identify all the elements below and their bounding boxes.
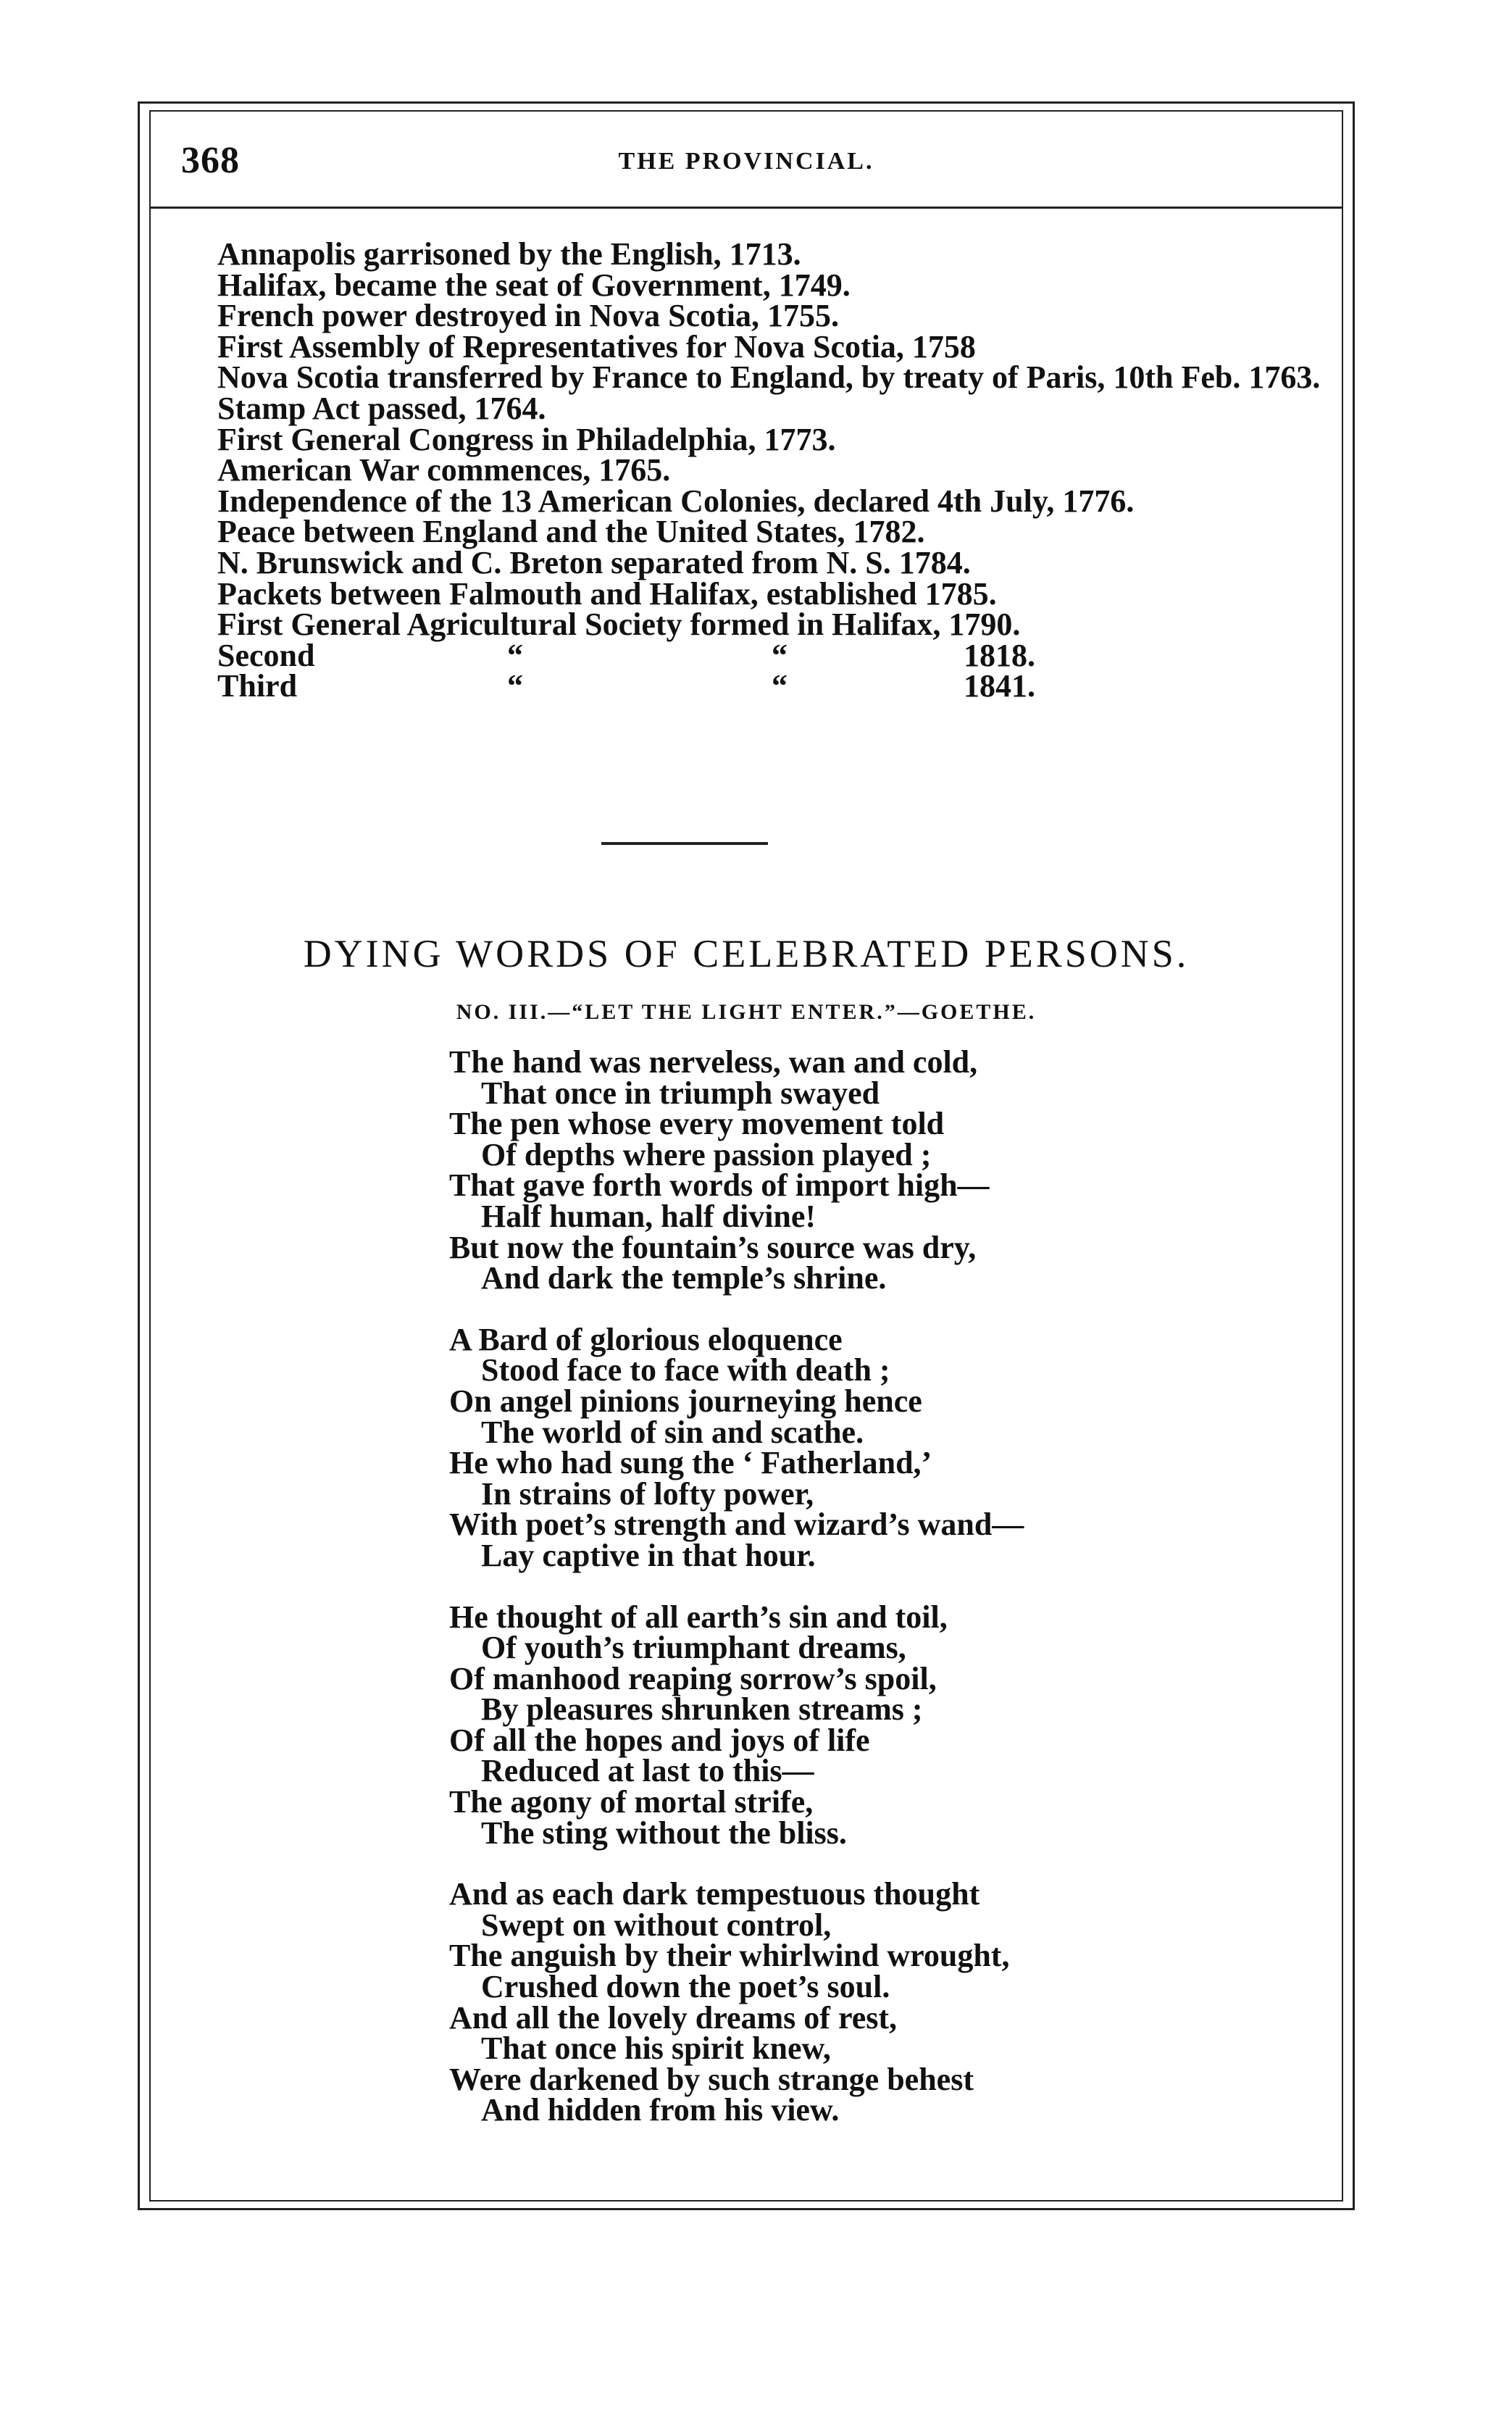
poem-line: Lay captive in that hour. bbox=[481, 1537, 816, 1573]
chronology-entry: Stamp Act passed, 1764. bbox=[217, 390, 546, 426]
chronology-entry: Annapolis garrisoned by the English, 1713. bbox=[217, 236, 801, 272]
poem-line: And as each dark tempestuous thought bbox=[449, 1876, 980, 1912]
ditto-row-year: 1841. bbox=[964, 668, 1035, 704]
poem-line: On angel pinions journeying hence bbox=[449, 1383, 922, 1419]
poem-line: The pen whose every movement told bbox=[449, 1106, 945, 1142]
poem-line: Of manhood reaping sorrow’s spoil, bbox=[449, 1660, 937, 1696]
ditto-mark: “ bbox=[507, 668, 523, 704]
poem-line: The world of sin and scathe. bbox=[481, 1414, 864, 1450]
chronology-entry: First General Agricultural Society formed in Halifax, 1790. bbox=[217, 607, 1021, 643]
ditto-row-year: 1818. bbox=[964, 637, 1035, 673]
poem-line: Stood face to face with death ; bbox=[481, 1352, 890, 1388]
article-title: DYING WORDS OF CELEBRATED PERSONS. bbox=[303, 932, 1190, 975]
poem-line: And dark the temple’s shrine. bbox=[481, 1260, 887, 1296]
poem-line-text: hand was nerveless, wan and cold, bbox=[504, 1044, 978, 1080]
chronology-entry: Halifax, became the seat of Government, 1749. bbox=[217, 267, 851, 303]
chronology-entry: Peace between England and the United States, 1782. bbox=[217, 514, 925, 550]
chronology-ditto-row bbox=[217, 668, 1333, 704]
poem-stanza bbox=[449, 1599, 1319, 1851]
poem-line: The sting without the bliss. bbox=[481, 1815, 847, 1851]
poem-line: Of youth’s triumphant dreams, bbox=[481, 1630, 906, 1666]
poem-stanza bbox=[449, 1044, 1319, 1296]
chronology-entry: French power destroyed in Nova Scotia, 1755. bbox=[217, 298, 839, 334]
ditto-mark: “ bbox=[772, 668, 788, 704]
running-head: THE PROVINCIAL. bbox=[618, 148, 874, 175]
ditto-row-label: Third bbox=[217, 668, 298, 704]
chronology-entry: Independence of the 13 American Colonies, declared 4th July, 1776. bbox=[217, 483, 1135, 519]
poem-stanza bbox=[449, 1876, 1319, 2128]
poem bbox=[449, 1044, 1319, 2157]
poem-line: Reduced at last to this— bbox=[481, 1753, 814, 1789]
poem-stanza bbox=[449, 1321, 1319, 1573]
poem-line: Of depths where passion played ; bbox=[481, 1136, 932, 1172]
page-header bbox=[181, 139, 1311, 190]
chronology-entry: Nova Scotia transferred by France to England, by treaty of Paris, 10th Feb. 1763. bbox=[217, 359, 1321, 396]
poem-first-word: The bbox=[449, 1044, 505, 1080]
poem-line: That once his spirit knew, bbox=[481, 2030, 831, 2067]
poem-line: And hidden from his view. bbox=[481, 2092, 840, 2128]
poem-line: The anguish by their whirlwind wrought, bbox=[449, 1938, 1010, 1974]
poem-line: By pleasures shrunken streams ; bbox=[481, 1691, 923, 1728]
chronology-entry: First Assembly of Representatives for Nova Scotia, 1758 bbox=[217, 328, 976, 365]
poem-line: He who had sung the ‘ Fatherland,’ bbox=[449, 1445, 932, 1481]
chronology-entry: N. Brunswick and C. Breton separated from N. S. 1784. bbox=[217, 544, 971, 580]
chronology-entry: First General Congress in Philadelphia, 1773. bbox=[217, 421, 836, 457]
poem-line: That once in triumph swayed bbox=[481, 1075, 880, 1111]
chronology-ditto-row bbox=[217, 637, 1333, 673]
poem-line: Were darkened by such strange behest bbox=[449, 2061, 974, 2097]
chronology-list bbox=[217, 236, 1333, 704]
poem-line: With poet’s strength and wizard’s wand— bbox=[449, 1507, 1024, 1543]
header-rule bbox=[149, 207, 1343, 209]
page-number: 368 bbox=[181, 140, 240, 181]
ditto-mark: “ bbox=[507, 637, 523, 673]
chronology-entry: Packets between Falmouth and Halifax, established 1785. bbox=[217, 575, 997, 612]
poem-line: But now the fountain’s source was dry, bbox=[449, 1229, 977, 1265]
ditto-row-label: Second bbox=[217, 637, 315, 673]
poem-line: And all the lovely dreams of rest, bbox=[449, 1999, 897, 2036]
article-subtitle: NO. III.—“LET THE LIGHT ENTER.”—GOETHE. bbox=[456, 1000, 1037, 1024]
poem-line: Crushed down the poet’s soul. bbox=[481, 1969, 890, 2005]
poem-line: Half human, half divine! bbox=[481, 1198, 816, 1234]
section-divider bbox=[601, 842, 768, 845]
poem-line: Of all the hopes and joys of life bbox=[449, 1722, 870, 1758]
poem-line: A Bard of glorious eloquence bbox=[449, 1321, 843, 1357]
chronology-entry: American War commences, 1765. bbox=[217, 452, 671, 488]
ditto-mark: “ bbox=[772, 637, 788, 673]
poem-line: The agony of mortal strife, bbox=[449, 1784, 814, 1820]
poem-line bbox=[449, 1044, 1319, 1080]
poem-line: In strains of lofty power, bbox=[481, 1475, 814, 1512]
poem-line: That gave forth words of import high— bbox=[449, 1167, 990, 1204]
poem-line: Swept on without control, bbox=[481, 1907, 832, 1943]
poem-line: He thought of all earth’s sin and toil, bbox=[449, 1599, 948, 1635]
